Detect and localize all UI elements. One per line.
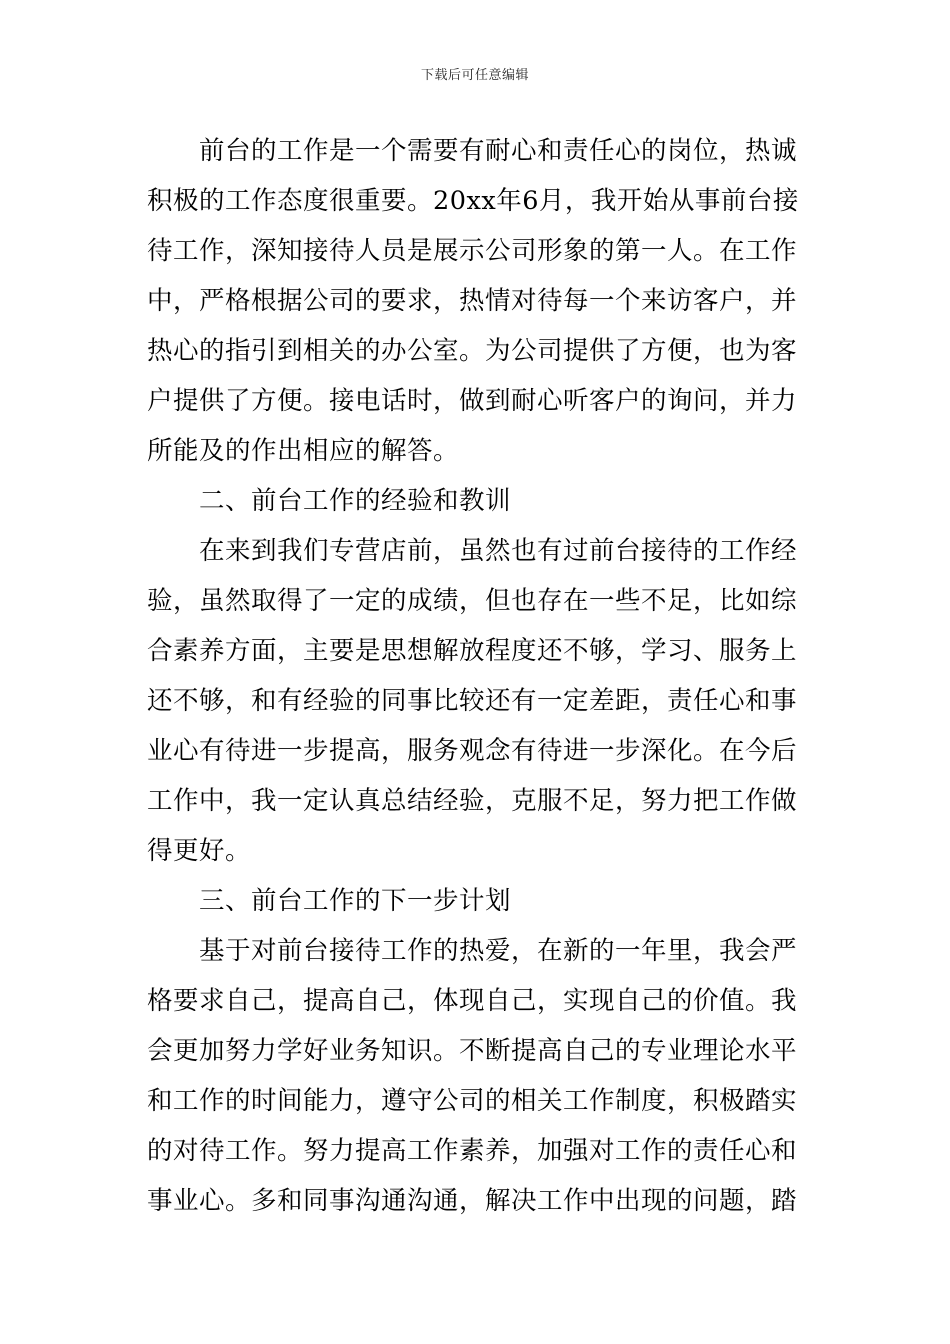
paragraph-2-line-6: 工作中，我一定认真总结经验，克服不足，努力把工作做 <box>147 786 798 816</box>
section-heading-3: 三、前台工作的下一步计划 <box>199 886 512 916</box>
paragraph-2-line-7: 得更好。 <box>147 836 252 866</box>
paragraph-3-line-4: 和工作的时间能力，遵守公司的相关工作制度，积极踏实 <box>147 1086 798 1116</box>
paragraph-1-line-5: 热心的指引到相关的办公室。为公司提供了方便，也为客 <box>147 336 798 366</box>
paragraph-3-line-1: 基于对前台接待工作的热爱，在新的一年里，我会严 <box>199 936 798 966</box>
document-body <box>147 126 807 1226</box>
paragraph-1-line-2: 积极的工作态度很重要。20xx年6月，我开始从事前台接 <box>147 186 799 216</box>
paragraph-2-line-1: 在来到我们专营店前，虽然也有过前台接待的工作经 <box>199 536 798 566</box>
paragraph-1-line-4: 中，严格根据公司的要求，热情对待每一个来访客户，并 <box>147 286 798 316</box>
page-header-note: 下载后可任意编辑 <box>420 68 529 83</box>
paragraph-2-line-2: 验，虽然取得了一定的成绩，但也存在一些不足，比如综 <box>147 586 798 616</box>
paragraph-1-line-6: 户提供了方便。接电话时，做到耐心听客户的询问，并力 <box>147 386 798 416</box>
paragraph-1-line-1: 前台的工作是一个需要有耐心和责任心的岗位，热诚 <box>199 136 798 166</box>
paragraph-3-line-6: 事业心。多和同事沟通沟通，解决工作中出现的问题，踏 <box>147 1186 798 1216</box>
section-heading-2: 二、前台工作的经验和教训 <box>199 486 512 516</box>
paragraph-1-line-7: 所能及的作出相应的解答。 <box>147 436 460 466</box>
paragraph-2-line-4: 还不够，和有经验的同事比较还有一定差距，责任心和事 <box>147 686 798 716</box>
paragraph-3-line-2: 格要求自己，提高自己，体现自己，实现自己的价值。我 <box>147 986 798 1016</box>
paragraph-2-line-5: 业心有待进一步提高，服务观念有待进一步深化。在今后 <box>147 736 798 766</box>
paragraph-3-line-5: 的对待工作。努力提高工作素养，加强对工作的责任心和 <box>147 1136 798 1166</box>
paragraph-1-line-3: 待工作，深知接待人员是展示公司形象的第一人。在工作 <box>147 236 798 266</box>
paragraph-2-line-3: 合素养方面，主要是思想解放程度还不够，学习、服务上 <box>147 636 798 666</box>
paragraph-3-line-3: 会更加努力学好业务知识。不断提高自己的专业理论水平 <box>147 1036 798 1066</box>
